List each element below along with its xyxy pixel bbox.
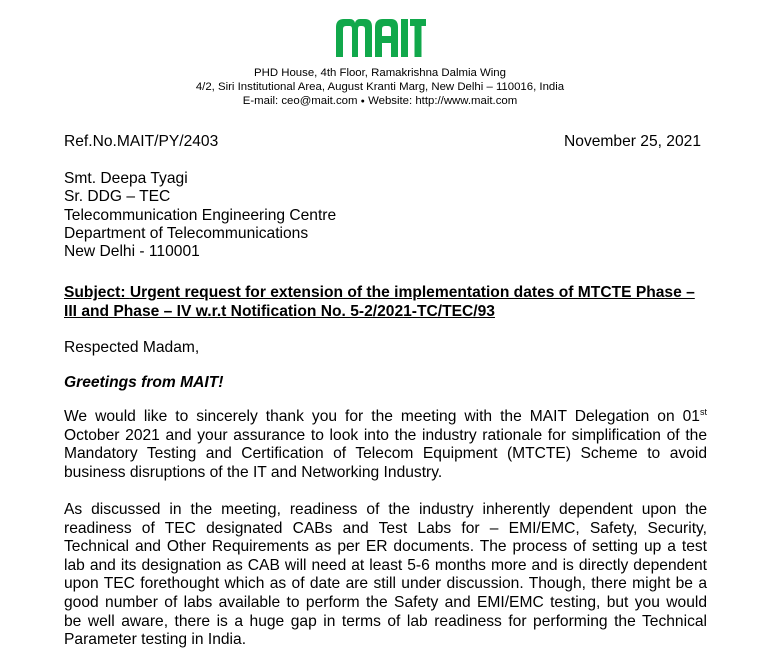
subject-line-1 (64, 284, 710, 303)
salutation: Respected Madam, (64, 339, 200, 356)
paragraph-2-line: readiness of TEC designated CABs and Test Labs for – EMI/EMC, Safety, Security, (64, 519, 707, 537)
mait-logo-mark (334, 17, 426, 57)
subject-text-2: III and Phase – IV w.r.t Notification No. 5-2/2021-TC/TEC/93 (64, 302, 495, 320)
recipient-department: Department of Telecommunications (64, 224, 309, 242)
paragraph-1 (64, 408, 707, 482)
reference-number: Ref.No.MAIT/PY/2403 (64, 133, 219, 150)
address-line-1: PHD House, 4th Floor, Ramakrishna Dalmia Wing (254, 67, 506, 79)
recipient-organization: Telecommunication Engineering Centre (64, 206, 337, 224)
paragraph-1-line: Mandatory Testing and Certification of Telecom Equipment (MTCTE) Scheme to avoid (64, 445, 707, 463)
paragraph-2-line: be well aware, there is a huge gap in terms of lab readiness for performing the Technical (64, 612, 707, 630)
paragraph-2 (64, 501, 707, 650)
website-link[interactable]: Website: http://www.mait.com (368, 95, 518, 107)
paragraph-1-line: business disruptions of the IT and Networking Industry. (64, 463, 443, 481)
mait-logo (0, 17, 760, 62)
paragraph-2-line: upon TEC forethought which as of date are still under discussion. Though, there might be a (64, 575, 707, 593)
paragraph-1-line-1-text: We would like to sincerely thank you for the meeting with the MAIT Delegation on 01 (64, 408, 700, 425)
recipient-city: New Delhi - 110001 (64, 243, 200, 261)
recipient-address (64, 170, 336, 261)
greeting: Greetings from MAIT! (64, 374, 224, 391)
paragraph-2-line: Technical and Other Requirements as per ER documents. The process of setting up a test (64, 538, 707, 556)
email-link[interactable]: E-mail: ceo@mait.com (242, 95, 358, 107)
paragraph-1-line (64, 408, 707, 427)
paragraph-2-line: lab and its designation as CAB will need at least 5-6 months more and is directly dependent (64, 556, 707, 574)
recipient-name: Smt. Deepa Tyagi (64, 170, 188, 187)
contact-line (0, 94, 760, 109)
paragraph-1-line: October 2021 and your assurance to look into the industry rationale for simplification of the (64, 426, 707, 444)
paragraph-2-line: good number of labs available to perform the Safety and EMI/EMC testing, but you would (64, 593, 707, 611)
letter-date: November 25, 2021 (564, 133, 701, 150)
paragraph-2-line: Parameter testing in India. (64, 631, 247, 649)
subject-line (64, 284, 710, 321)
recipient-designation: Sr. DDG – TEC (64, 188, 171, 206)
ordinal-superscript: st (699, 407, 707, 417)
address-line-2: 4/2, Siri Institutional Area, August Kranti Marg, New Delhi – 110016, India (195, 81, 565, 93)
subject-text-1: Urgent request for extension of the implementation dates of MTCTE Phase – (129, 284, 695, 301)
bullet-separator: ● (360, 98, 365, 105)
subject-label: Subject: (64, 284, 126, 301)
paragraph-2-line: As discussed in the meeting, readiness of the industry inherently dependent upon the (64, 501, 707, 518)
